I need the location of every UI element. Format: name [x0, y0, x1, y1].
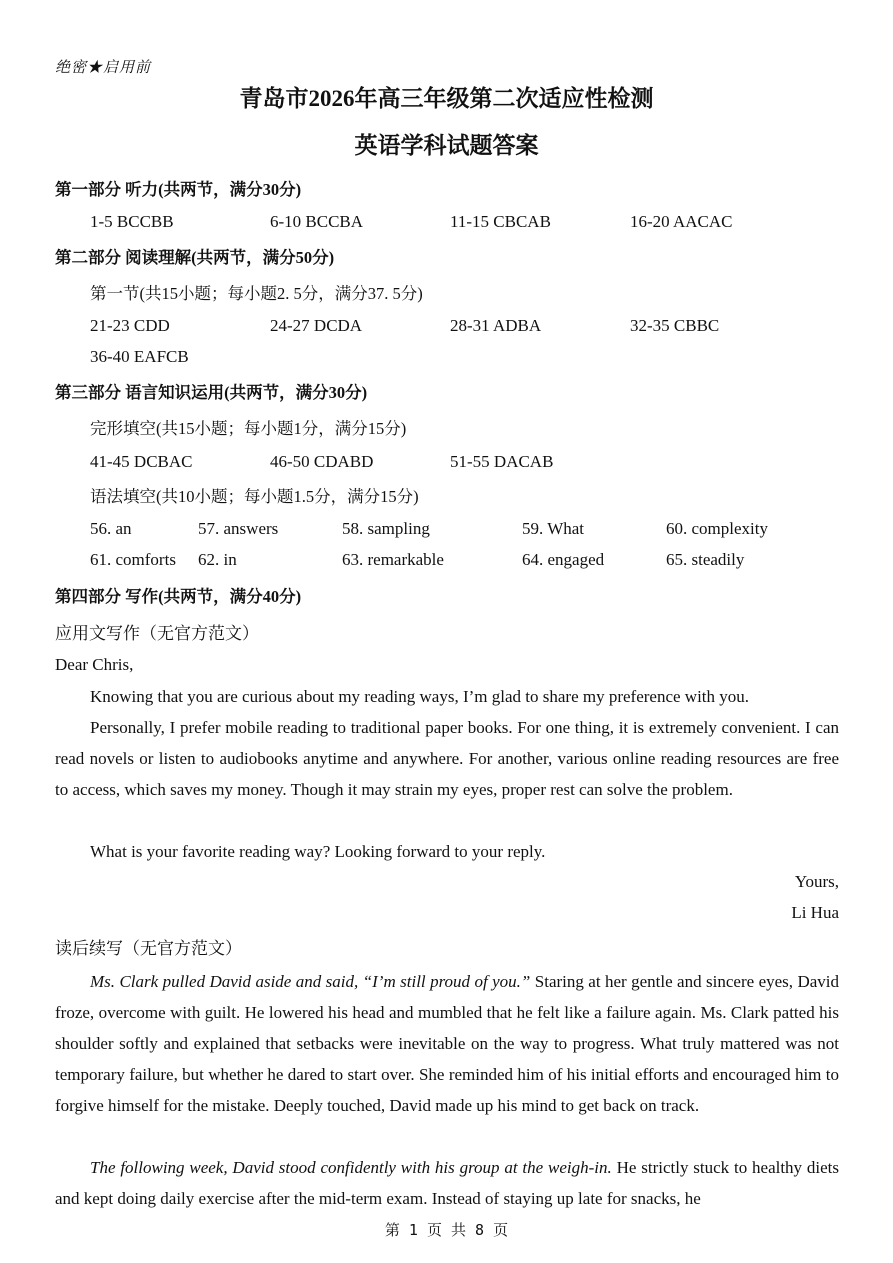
answer-group: 16-20 AACAC — [630, 212, 733, 231]
answer-group: 28-31 ADBA — [450, 316, 542, 335]
answer-group: 51-55 DACAB — [450, 452, 554, 471]
answer-group: 32-35 CBBC — [630, 316, 720, 335]
grammar-answer: 63. remarkable — [342, 550, 444, 569]
letter-closing: Yours, — [794, 872, 839, 891]
grammar-answer: 62. in — [198, 550, 237, 569]
letter-paragraph: What is your favorite reading way? Looking forward to your reply. — [90, 842, 546, 861]
section-label: 完形填空(共15小题；每小题1分，满分15分) — [90, 419, 407, 438]
letter-signature: Li Hua — [791, 903, 839, 922]
grammar-answer: 64. engaged — [522, 550, 605, 569]
section-label: 语法填空(共10小题；每小题1.5分，满分15分) — [90, 487, 419, 506]
answer-group: 6-10 BCCBA — [270, 212, 364, 231]
document-title: 青岛市2026年高三年级第二次适应性检测 — [239, 86, 654, 111]
grammar-answer: 60. complexity — [666, 519, 768, 538]
grammar-answer: 61. comforts — [90, 550, 176, 569]
grammar-answer: 57. answers — [198, 519, 279, 538]
part4-heading: 第四部分 写作(共两节，满分40分) — [55, 587, 302, 606]
page-number: 第 1 页 共 8 页 — [384, 1221, 509, 1239]
answer-group: 36-40 EAFCB — [90, 347, 189, 366]
grammar-answer: 65. steadily — [666, 550, 745, 569]
section-label: 第一节(共15小题；每小题2. 5分，满分37. 5分) — [90, 284, 423, 303]
practical-writing-label: 应用文写作（无官方范文） — [55, 624, 259, 643]
grammar-answer: 59. What — [522, 519, 585, 538]
part2-heading: 第二部分 阅读理解(共两节，满分50分) — [55, 248, 335, 267]
grammar-answer: 58. sampling — [342, 519, 430, 538]
answer-group: 41-45 DCBAC — [90, 452, 193, 471]
answer-group: 24-27 DCDA — [270, 316, 363, 335]
story-paragraph: Ms. Clark pulled David aside and said, “I’m still proud of you.” Staring at her gentle and sincere eyes, David froze, overcome with guilt. He lowered his head and mumbled that he felt like a failure again. Ms. Clark patted his shoulder softly and explained that setbacks were inevitable on the way to progress. What truly mattered was not temporary failure, but whether he dared to start over. She reminded him of his initial efforts and encouraged him to forgive himself for the mistake. Deeply touched, David made up his mind to get back on track. — [55, 972, 839, 1115]
answer-group: 46-50 CDABD — [270, 452, 374, 471]
story-paragraph: The following week, David stood confidently with his group at the weigh-in. He strictly stuck to healthy diets and kept doing daily exercise after the mid-term exam. Instead of staying up late for snacks, he — [55, 1158, 839, 1208]
document-subtitle: 英语学科试题答案 — [354, 133, 539, 158]
answer-group: 21-23 CDD — [90, 316, 170, 335]
continuation-writing-label: 读后续写（无官方范文） — [55, 939, 242, 958]
part3-heading: 第三部分 语言知识运用(共两节，满分30分) — [55, 383, 368, 402]
grammar-answer: 56. an — [90, 519, 132, 538]
letter-paragraph: Personally, I prefer mobile reading to traditional paper books. For one thing, it is extremely convenient. I can read novels or listen to audiobooks anytime and anywhere. For another, various online reading resources are free to access, which saves my money. Though it may strain my eyes, proper rest can solve the problem. — [55, 718, 839, 799]
confidential-mark: 绝密★启用前 — [55, 60, 152, 76]
part1-heading: 第一部分 听力(共两节，满分30分) — [55, 180, 302, 199]
answer-group: 1-5 BCCBB — [90, 212, 174, 231]
letter-greeting: Dear Chris, — [55, 655, 134, 674]
letter-paragraph: Knowing that you are curious about my reading ways, I’m glad to share my preference with you. — [90, 687, 750, 706]
answer-group: 11-15 CBCAB — [450, 212, 551, 231]
